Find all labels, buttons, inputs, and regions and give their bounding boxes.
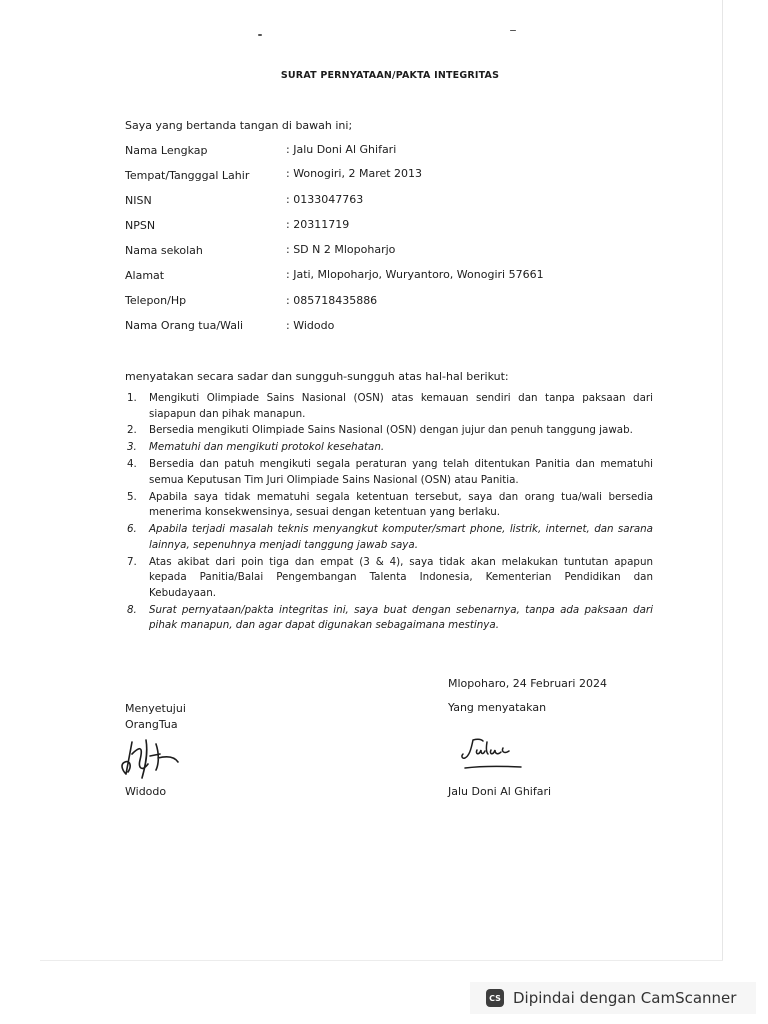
- camscanner-text: Dipindai dengan CamScanner: [513, 989, 737, 1007]
- list-item-text: Atas akibat dari poin tiga dan empat (3 & 4), saya tidak akan melakukan tuntutan apapun kepada Panitia/Balai Pengembangan Talenta Indonesia, Kementerian Pendidikan dan Kebudayaan.: [149, 555, 653, 599]
- camscanner-watermark: [470, 982, 756, 1014]
- list-item: [125, 603, 653, 634]
- field-value-npsn: : 20311719: [286, 218, 350, 231]
- page-edge-bottom: [40, 960, 723, 961]
- field-value-orang-tua: : Widodo: [286, 319, 335, 332]
- list-item-number: 7.: [127, 555, 137, 568]
- list-item: [125, 490, 653, 521]
- list-item: [125, 457, 653, 488]
- field-label-npsn: NPSN: [125, 219, 156, 232]
- list-item-text: Surat pernyataan/pakta integritas ini, saya buat dengan sebenarnya, tanpa ada paksaan dari pihak manapun, dan agar dapat digunakan sebagaimana mestinya.: [149, 603, 653, 632]
- list-item-text: Mengikuti Olimpiade Sains Nasional (OSN) atas kemauan sendiri dan tanpa paksaan dari siapapun dan pihak manapun.: [149, 392, 653, 420]
- field-label-alamat: Alamat: [125, 269, 165, 282]
- list-item-number: 4.: [127, 458, 137, 471]
- scan-speck: [510, 30, 516, 31]
- field-label-nama-lengkap: Nama Lengkap: [125, 144, 208, 157]
- student-signature: [459, 736, 525, 772]
- intro-text: Saya yang bertanda tangan di bawah ini;: [125, 119, 353, 132]
- document-title: SURAT PERNYATAAN/PAKTA INTEGRITAS: [280, 70, 500, 81]
- statement-list: [125, 391, 653, 635]
- place-date: Mlopoharo, 24 Februari 2024: [448, 677, 607, 690]
- field-label-nama-sekolah: Nama sekolah: [125, 244, 203, 257]
- list-item: [125, 440, 653, 456]
- list-item: [125, 423, 653, 439]
- student-name: Jalu Doni Al Ghifari: [448, 785, 552, 798]
- field-value-telepon: : 085718435886: [286, 294, 378, 307]
- camscanner-icon: CS: [486, 989, 504, 1007]
- field-value-nisn: : 0133047763: [286, 193, 364, 206]
- list-item-text: Apabila terjadi masalah teknis menyangkut komputer/smart phone, listrik, internet, dan sarana lainnya, sepenuhnya menjadi tanggung jawab saya.: [149, 523, 653, 551]
- left-sign-line2: OrangTua: [125, 718, 178, 731]
- list-item-number: 3.: [127, 441, 137, 454]
- list-item-number: 6.: [127, 523, 137, 536]
- field-label-nisn: NISN: [125, 194, 152, 207]
- list-item: [125, 522, 653, 553]
- list-item-number: 1.: [127, 392, 137, 404]
- list-item: [125, 555, 653, 602]
- right-sign-label: Yang menyatakan: [448, 701, 547, 714]
- field-value-nama-lengkap: : Jalu Doni Al Ghifari: [286, 143, 397, 156]
- list-item-text: Bersedia dan patuh mengikuti segala peraturan yang telah ditentukan Panitia dan mematuhi semua Keputusan Tim Juri Olimpiade Sains Nasional (OSN) atau Panitia.: [149, 458, 653, 486]
- field-value-alamat: : Jati, Mlopoharjo, Wuryantoro, Wonogiri 57661: [286, 268, 544, 281]
- field-value-tempat-tanggal-lahir: : Wonogiri, 2 Maret 2013: [286, 167, 423, 180]
- field-label-orang-tua: Nama Orang tua/Wali: [125, 319, 244, 332]
- left-sign-line1: Menyetujui: [125, 702, 186, 715]
- list-item: [125, 391, 653, 422]
- statement-text: menyatakan secara sadar dan sungguh-sungguh atas hal-hal berikut:: [125, 370, 509, 383]
- list-item-number: 2.: [127, 424, 137, 437]
- parent-signature: [116, 734, 186, 780]
- field-label-telepon: Telepon/Hp: [125, 294, 187, 307]
- list-item-number: 8.: [127, 603, 137, 616]
- list-item-text: Mematuhi dan mengikuti protokol kesehatan.: [149, 441, 385, 454]
- list-item-text: Apabila saya tidak mematuhi segala ketentuan tersebut, saya dan orang tua/wali bersedia menerima konsekwensinya, sesuai dengan ketentuan yang berlaku.: [149, 490, 653, 519]
- list-item-text: Bersedia mengikuti Olimpiade Sains Nasional (OSN) dengan jujur dan penuh tanggung jawab.: [149, 424, 633, 437]
- page-edge-right: [722, 0, 723, 960]
- field-label-tempat-tanggal-lahir: Tempat/Tangggal Lahir: [125, 169, 250, 182]
- field-value-nama-sekolah: : SD N 2 Mlopoharjo: [286, 243, 396, 256]
- list-item-number: 5.: [127, 490, 137, 503]
- parent-name: Widodo: [125, 785, 167, 798]
- scan-speck: [258, 34, 262, 36]
